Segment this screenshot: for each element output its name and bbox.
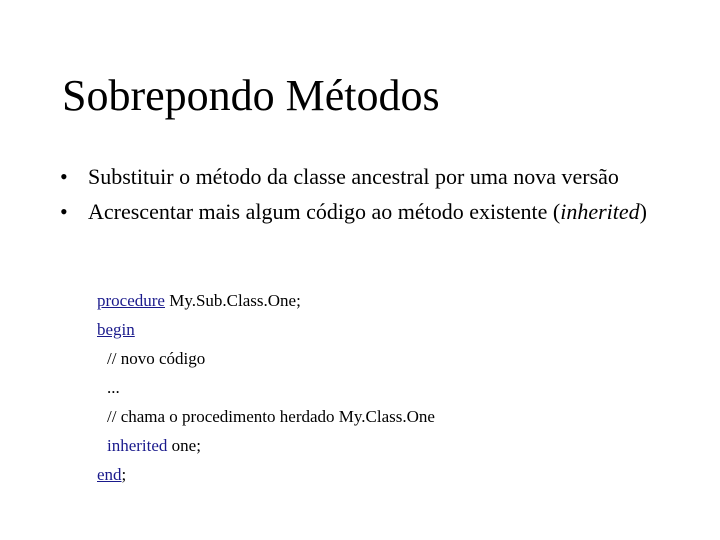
code-text: ; (121, 465, 127, 484)
code-comment: // novo código (107, 349, 206, 368)
code-line (97, 373, 435, 402)
code-line (97, 431, 435, 460)
code-line (97, 344, 435, 373)
bullet-item (60, 161, 660, 192)
bullet-marker: • (60, 164, 68, 189)
code-line (97, 402, 435, 431)
bullet-text: Acrescentar mais algum código ao método existente ( (88, 199, 561, 224)
bullet-text: Substituir o método da classe ancestral por uma nova versão (88, 164, 619, 189)
code-keyword: procedure (97, 291, 165, 310)
code-text: My.Sub.Class.One; (164, 291, 301, 310)
code-keyword: begin (97, 320, 135, 339)
code-comment: // chama o procedimento herdado My.Class.One (107, 407, 435, 426)
code-text: one; (167, 436, 201, 455)
code-block (97, 286, 435, 489)
code-keyword: end (97, 465, 122, 484)
code-text: ... (107, 378, 120, 397)
bullet-text-end: ) (639, 199, 647, 224)
bullet-marker: • (60, 199, 68, 224)
bullet-list (60, 161, 660, 231)
bullet-item (60, 196, 660, 227)
code-line (97, 460, 435, 489)
code-line (97, 315, 435, 344)
slide-title: Sobrepondo Métodos (62, 71, 440, 120)
bullet-italic-text: inherited (560, 199, 640, 224)
code-line (97, 286, 435, 315)
code-keyword: inherited (107, 436, 168, 455)
